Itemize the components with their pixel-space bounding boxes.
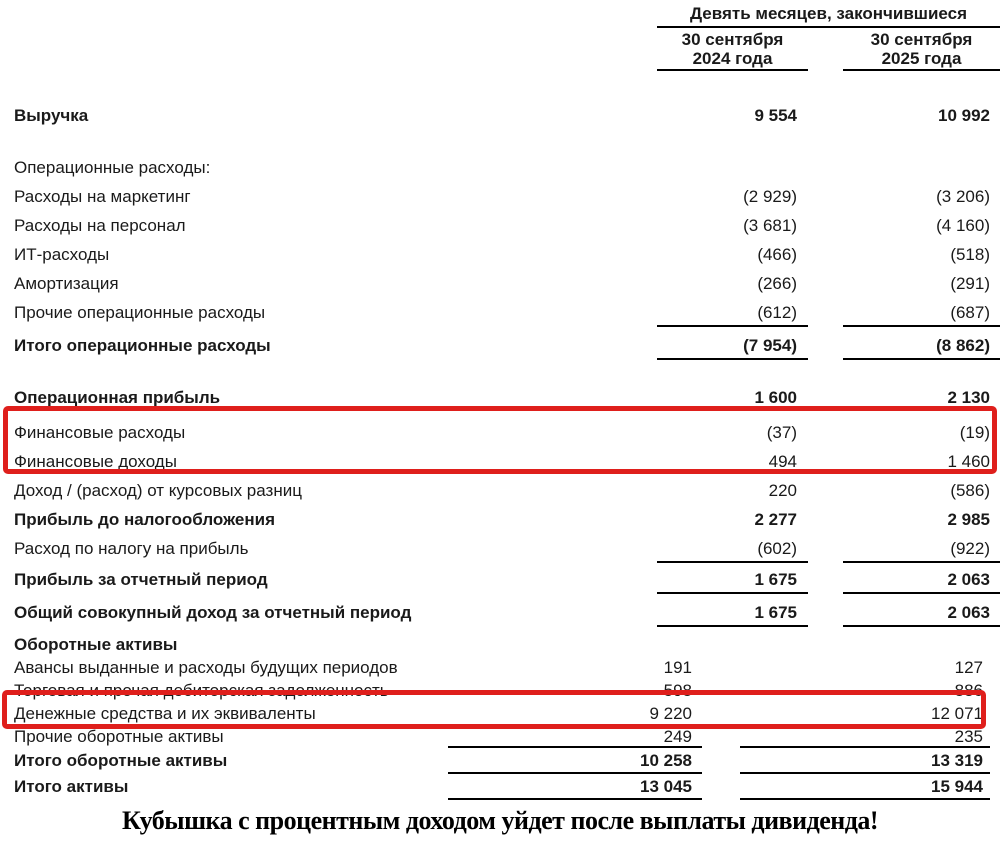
- row-label: Расход по налогу на прибыль: [14, 539, 249, 558]
- value-2025: [740, 633, 990, 656]
- row-label: Авансы выданные и расходы будущих периодов: [14, 658, 398, 677]
- row-label: Операционная прибыль: [14, 388, 221, 407]
- period-title: Девять месяцев, закончившиеся: [657, 3, 1000, 28]
- row-label: Расходы на маркетинг: [14, 187, 191, 206]
- value-2025: (8 862): [843, 331, 1000, 360]
- value-2024: 9 554: [754, 106, 797, 125]
- value-2025: 2 063: [843, 565, 1000, 594]
- table-row-it: [0, 240, 1000, 269]
- table-row-fx-gain-loss: [0, 476, 1000, 505]
- value-2024: 1 600: [754, 388, 797, 407]
- table-row-other-current-assets: [0, 725, 1000, 748]
- table-row-revenue: [0, 101, 1000, 130]
- value-2024: 598: [663, 681, 692, 700]
- value-2025: 2 063: [843, 598, 1000, 627]
- table-row-trade-receivables: [0, 679, 1000, 702]
- value-2025: 2 130: [947, 388, 990, 407]
- value-2024: 1 675: [657, 565, 808, 594]
- table-row-total-comprehensive-income: [0, 598, 1000, 627]
- column-header-2025-line1: 30 сентября: [870, 30, 973, 49]
- table-body: [0, 101, 1000, 800]
- value-2025: 235: [740, 725, 990, 748]
- value-2025: (518): [950, 245, 990, 264]
- table-row-finance-expenses: [0, 418, 1000, 447]
- row-label: Денежные средства и их эквиваленты: [14, 704, 316, 723]
- value-2025: 2 985: [947, 510, 990, 529]
- table-row-income-tax: [0, 534, 1000, 563]
- column-header-2024-line1: 30 сентября: [681, 30, 784, 49]
- row-label: Прибыль до налогообложения: [14, 510, 275, 529]
- value-2025: [843, 153, 1000, 182]
- row-label: Итого оборотные активы: [14, 751, 228, 770]
- table-row-opex-heading: [0, 153, 1000, 182]
- table-row-total-assets: [0, 774, 1000, 800]
- value-2024: 220: [768, 481, 797, 500]
- column-header-2025-line2: 2025 года: [881, 49, 962, 68]
- table-row-personnel: [0, 211, 1000, 240]
- table-row-other-opex: [0, 298, 1000, 327]
- table-header: [657, 3, 1000, 71]
- value-2024: 13 045: [448, 774, 702, 800]
- row-label: Операционные расходы:: [14, 158, 211, 177]
- row-label: Общий совокупный доход за отчетный период: [14, 603, 412, 622]
- row-label: ИТ-расходы: [14, 245, 110, 264]
- column-header-2024: [657, 30, 808, 71]
- value-2025: (3 206): [936, 187, 990, 206]
- value-2025: (922): [843, 534, 1000, 563]
- value-2024: [657, 153, 808, 182]
- table-row-advances-prepaid: [0, 656, 1000, 679]
- row-label: Выручка: [14, 106, 89, 125]
- value-2024: 249: [448, 725, 702, 748]
- row-label: Прочие оборотные активы: [14, 727, 224, 746]
- table-row-profit-before-tax: [0, 505, 1000, 534]
- table-row-total-current-assets: [0, 748, 1000, 774]
- value-2024: (466): [757, 245, 797, 264]
- value-2025: (19): [959, 423, 990, 442]
- value-2024: 191: [663, 658, 692, 677]
- column-header-2024-line2: 2024 года: [692, 49, 773, 68]
- table-row-finance-income: [0, 447, 1000, 476]
- table-row-total-opex: [0, 331, 1000, 360]
- value-2024: (266): [757, 274, 797, 293]
- value-2025: (687): [843, 298, 1000, 327]
- value-2024: 9 220: [649, 704, 692, 723]
- value-2024: 1 675: [657, 598, 808, 627]
- row-label: Амортизация: [14, 274, 119, 293]
- row-label: Итого операционные расходы: [14, 336, 271, 355]
- table-row-current-assets-heading: [0, 633, 1000, 656]
- value-2024: (37): [766, 423, 797, 442]
- value-2024: (3 681): [743, 216, 797, 235]
- value-2024: 2 277: [754, 510, 797, 529]
- row-label: Прибыль за отчетный период: [14, 570, 268, 589]
- value-2025: 886: [954, 681, 983, 700]
- row-label: Торговая и прочая дебиторская задолженность: [14, 681, 389, 700]
- column-header-2025: [843, 30, 1000, 71]
- table-row-depreciation: [0, 269, 1000, 298]
- value-2025: 1 460: [947, 452, 990, 471]
- value-2024: (602): [657, 534, 808, 563]
- value-2025: 127: [954, 658, 983, 677]
- value-2024: 494: [768, 452, 797, 471]
- value-2024: 10 258: [448, 748, 702, 774]
- row-label: Доход / (расход) от курсовых разниц: [14, 481, 302, 500]
- row-label: Оборотные активы: [14, 635, 178, 654]
- value-2024: (2 929): [743, 187, 797, 206]
- table-row-operating-profit: [0, 383, 1000, 412]
- caption-text: Кубышка с процентным доходом уйдет после выплаты дивиденда!: [121, 806, 879, 835]
- value-2025: 10 992: [938, 106, 990, 125]
- value-2025: 12 071: [931, 704, 983, 723]
- table-row-period-profit: [0, 565, 1000, 594]
- row-label: Финансовые расходы: [14, 423, 186, 442]
- row-label: Расходы на персонал: [14, 216, 186, 235]
- value-2025: (586): [950, 481, 990, 500]
- table-row-marketing: [0, 182, 1000, 211]
- value-2025: 13 319: [740, 748, 990, 774]
- value-2025: (291): [950, 274, 990, 293]
- value-2024: [448, 633, 702, 656]
- column-headers: [657, 30, 1000, 71]
- value-2025: 15 944: [740, 774, 990, 800]
- value-2025: (4 160): [936, 216, 990, 235]
- row-label: Финансовые доходы: [14, 452, 177, 471]
- value-2024: (7 954): [657, 331, 808, 360]
- table-row-cash-equivalents: [0, 702, 1000, 725]
- row-label: Итого активы: [14, 777, 129, 796]
- row-label: Прочие операционные расходы: [14, 303, 266, 322]
- value-2024: (612): [657, 298, 808, 327]
